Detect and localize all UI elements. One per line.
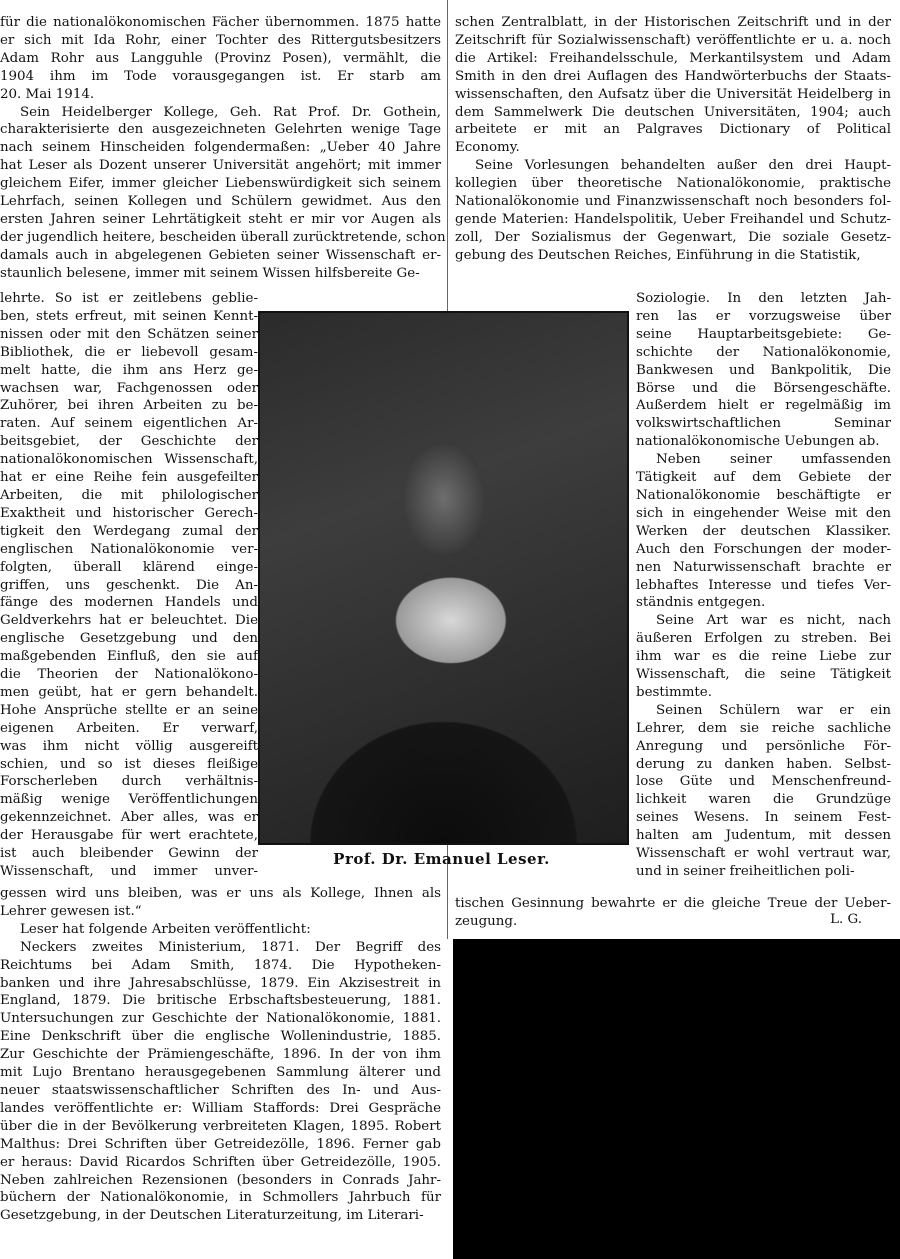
text-line: hat Leser als Dozent unserer Universität angehört; mit immer bbox=[0, 158, 441, 174]
text-line: ben, stets erfreut, mit seinen Kennt- bbox=[0, 308, 258, 324]
text-line: gebung des Deutschen Reiches, Einführung in die Statistik, bbox=[455, 247, 861, 263]
text-line: lichkeit waren die Grundzüge bbox=[636, 792, 891, 808]
text-line: Sein Heidelberger Kollege, Geh. Rat Prof. Dr. Gothein, bbox=[20, 104, 441, 120]
text-line: gekennzeichnet. Aber alles, was er bbox=[0, 810, 258, 826]
text-line: Zur Geschichte der Prämiengeschäfte, 1896. In der von ihm bbox=[0, 1047, 441, 1063]
text-line: melt hatte, die ihm ans Herz ge- bbox=[0, 362, 258, 378]
left-column-top bbox=[0, 14, 446, 283]
text-line: halten am Judentum, mit dessen bbox=[636, 828, 891, 844]
text-line: maßgebenden Einfluß, den sie auf bbox=[0, 649, 258, 665]
text-line: beitsgebiet, der Geschichte der bbox=[0, 434, 258, 450]
text-line: er sich mit Ida Rohr, einer Tochter des Rittergutsbesitzers bbox=[0, 32, 441, 48]
author-signature: L. G. bbox=[830, 912, 862, 927]
text-line: Bankwesen und Bankpolitik, Die bbox=[636, 362, 891, 378]
text-line: Reichtums bei Adam Smith, 1874. Die Hypotheken- bbox=[0, 957, 441, 973]
text-line: ist auch bleibender Gewinn der bbox=[0, 846, 258, 862]
text-line: Außerdem hielt er regelmäßig im bbox=[636, 398, 891, 414]
text-line: gende Materien: Handelspolitik, Ueber Freihandel und Schutz- bbox=[455, 211, 891, 227]
text-line: Nationalökonomie beschäftigte er bbox=[636, 487, 891, 503]
text-line: Eine Denkschrift über die englische Wollenindustrie, 1885. bbox=[0, 1029, 441, 1045]
text-line: England, 1879. Die britische Erbschaftsbesteuerung, 1881. bbox=[0, 993, 441, 1009]
text-line: hat er eine Reihe fein ausgefeilter bbox=[0, 470, 258, 486]
text-line: Wissenschaft, und immer unver- bbox=[0, 864, 258, 879]
text-line: und in seiner freiheitlichen poli- bbox=[636, 864, 855, 879]
text-line: mit Lujo Brentano herausgegebenen Sammlung älterer und bbox=[0, 1065, 441, 1081]
text-line: Nationalökonomie und Finanzwissenschaft noch besonders fol- bbox=[455, 194, 891, 210]
text-line: über die in der Bevölkerung verbreiteten Klagen, 1895. Robert bbox=[0, 1118, 441, 1134]
text-line: lose Güte und Menschenfreund- bbox=[636, 774, 891, 790]
text-line: er heraus: David Ricardos Schriften über Getreidezölle, 1905. bbox=[0, 1154, 441, 1170]
text-line: Soziologie. In den letzten Jah- bbox=[636, 291, 891, 306]
text-line: arbeitete er mit an Palgraves Dictionary of Political bbox=[455, 122, 891, 138]
text-line: Wissenschaft er wohl vertraut war, bbox=[636, 846, 891, 862]
text-line: Seine Art war es nicht, nach bbox=[656, 613, 891, 629]
text-line: gleichem Eifer, immer gleicher Liebenswürdigkeit sich seinem bbox=[0, 176, 441, 192]
text-line: landes veröffentlichte er: William Staffords: Drei Gespräche bbox=[0, 1100, 441, 1116]
text-line: tigkeit den Werdegang zumal der bbox=[0, 523, 258, 539]
text-line: zeugung. bbox=[455, 913, 518, 929]
text-line: volkswirtschaftlichen Seminar bbox=[636, 416, 891, 432]
text-line: Arbeiten, die mit philologischer bbox=[0, 487, 258, 503]
text-line: staunlich belesene, immer mit seinem Wissen hilfsbereite Ge- bbox=[0, 265, 420, 281]
text-line: Werken der deutschen Klassiker. bbox=[636, 523, 891, 539]
text-line: Bibliothek, die er liebevoll gesam- bbox=[0, 344, 258, 360]
text-line: was ihm nicht völlig ausgereift bbox=[0, 738, 258, 754]
text-line: Zuhörer, bei ihren Arbeiten zu be- bbox=[0, 398, 258, 414]
text-line: Geldverkehrs hat er beleuchtet. Die bbox=[0, 613, 258, 629]
text-line: men geübt, hat er gern behandelt. bbox=[0, 684, 258, 700]
text-line: dem Sammelwerk Die deutschen Universitäten, 1904; auch bbox=[455, 104, 891, 120]
text-line: nen Naturwissenschaft brachte er bbox=[636, 559, 891, 575]
text-line: eigenen Arbeiten. Er verwarf, bbox=[0, 720, 258, 736]
text-line: büchern der Nationalökonomie, in Schmollers Jahrbuch für bbox=[0, 1190, 441, 1206]
text-line: sich in eingehender Weise mit den bbox=[636, 505, 891, 521]
text-line: nationalökonomischen Wissenschaft, bbox=[0, 452, 258, 468]
text-line: Neben zahlreichen Rezensionen (besonders in Conrads Jahr- bbox=[0, 1172, 441, 1188]
text-line: Gesetzgebung, in der Deutschen Literaturzeitung, im Literari- bbox=[0, 1208, 424, 1224]
text-line: charakterisierte den ausgezeichneten Gelehrten wenige Tage bbox=[0, 122, 441, 138]
portrait-photo bbox=[258, 311, 629, 845]
text-line: seine Hauptarbeitsgebiete: Ge- bbox=[636, 326, 891, 342]
text-line: schen Zentralblatt, in der Historischen Zeitschrift und in der bbox=[455, 15, 891, 30]
text-line: Exaktheit und historischer Gerech- bbox=[0, 505, 258, 521]
text-line: Wissenschaft, die seine Tätigkeit bbox=[636, 667, 891, 683]
text-line: Neben seiner umfassenden bbox=[656, 452, 891, 468]
text-line: raten. Auf seinem eigentlichen Ar- bbox=[0, 416, 258, 432]
text-line: wissenschaften, den Aufsatz über die Universität Heidelberg in bbox=[455, 86, 891, 102]
text-line: Tätigkeit auf dem Gebiete der bbox=[636, 470, 891, 486]
text-line: der jugendlich heitere, bescheiden überall zurücktretende, schon bbox=[0, 229, 446, 245]
left-column-bottom bbox=[0, 885, 441, 1225]
text-line: für die nationalökonomischen Fächer übernommen. 1875 hatte bbox=[0, 15, 441, 30]
text-line: 20. Mai 1914. bbox=[0, 86, 95, 102]
left-column-wrap bbox=[0, 290, 258, 881]
text-line: Seine Vorlesungen behandelten außer den drei Haupt- bbox=[475, 158, 891, 174]
text-line: schichte der Nationalökonomie, bbox=[636, 344, 891, 360]
text-line: englischen Nationalökonomie ver- bbox=[0, 541, 258, 557]
text-line: ihm war es die reine Liebe zur bbox=[636, 649, 891, 665]
text-line: mäßig wenige Veröffentlichungen bbox=[0, 792, 258, 808]
text-line: kollegien über theoretische Nationalökonomie, praktische bbox=[455, 176, 891, 192]
text-line: die Theorien der Nationalökono- bbox=[0, 667, 258, 683]
text-line: schien, und so ist dieses fleißige bbox=[0, 756, 258, 772]
text-line: englische Gesetzgebung und den bbox=[0, 631, 258, 647]
text-line: Malthus: Drei Schriften über Getreidezölle, 1896. Ferner gab bbox=[0, 1136, 441, 1152]
text-line: lehrte. So ist er zeitlebens geblie- bbox=[0, 291, 258, 306]
text-line: ständnis entgegen. bbox=[636, 595, 766, 611]
text-line: Börse und die Börsengeschäfte. bbox=[636, 380, 891, 396]
text-line: zoll, Der Sozialismus der Gegenwart, Die soziale Gesetz- bbox=[455, 229, 891, 245]
text-line: damals auch in abgelegenen Gebieten seiner Wissenschaft er- bbox=[0, 247, 441, 263]
text-line: seines Wesens. In seinem Fest- bbox=[636, 810, 891, 826]
photo-caption: Prof. Dr. Emanuel Leser. bbox=[333, 850, 550, 868]
text-line: Untersuchungen zur Geschichte der Nationalökonomie, 1881. bbox=[0, 1011, 441, 1027]
text-line: fänge des modernen Handels und bbox=[0, 595, 258, 611]
text-line: die Artikel: Freihandelsschule, Merkantilsystem und Adam bbox=[455, 50, 891, 66]
text-line: der Herausgabe für wert erachtete, bbox=[0, 828, 258, 844]
text-line: Lehrfach, seinen Kollegen und Schülern gewidmet. Aus den bbox=[0, 194, 441, 210]
text-line: tischen Gesinnung bewahrte er die gleiche Treue der Ueber- bbox=[455, 896, 891, 911]
text-line: Lehrer, dem sie reiche sachliche bbox=[636, 720, 891, 736]
text-line: lebhaftes Interesse und tiefes Ver- bbox=[636, 577, 891, 593]
text-line: nationalökonomische Uebungen ab. bbox=[636, 434, 880, 450]
text-line: Anregung und persönliche För- bbox=[636, 738, 891, 754]
text-line: Seinen Schülern war er ein bbox=[656, 702, 891, 718]
text-line: wachsen war, Fachgenossen oder bbox=[0, 380, 258, 396]
text-line: ren las er vorzugsweise über bbox=[636, 308, 891, 324]
text-line: Economy. bbox=[455, 140, 520, 156]
right-column-top bbox=[455, 14, 891, 265]
text-line: derung zu danken haben. Selbst- bbox=[636, 756, 891, 772]
text-line: Adam Rohr aus Langguhle (Provinz Posen), vermählt, die bbox=[0, 50, 441, 66]
text-line: 1904 ihm im Tode vorausgegangen ist. Er starb am bbox=[0, 68, 441, 84]
text-line: Neckers zweites Ministerium, 1871. Der Begriff des bbox=[20, 939, 441, 955]
text-line: Forscherleben durch verhältnis- bbox=[0, 774, 258, 790]
right-column-bottom bbox=[455, 895, 891, 931]
text-line: Zeitschrift für Sozialwissenschaft) veröffentlichte er u. a. noch bbox=[455, 32, 891, 48]
redacted-area bbox=[453, 939, 900, 1259]
text-line: bestimmte. bbox=[636, 684, 712, 700]
text-line: folgten, überall klärend einge- bbox=[0, 559, 258, 575]
text-line: Lehrer gewesen ist.“ bbox=[0, 903, 142, 919]
text-line: gessen wird uns bleiben, was er uns als Kollege, Ihnen als bbox=[0, 886, 441, 901]
text-line: banken und ihre Jahresabschlüsse, 1879. Ein Akzisestreit in bbox=[0, 975, 441, 991]
text-line: neuer staatswissenschaftlicher Schriften des In- und Aus- bbox=[0, 1082, 441, 1098]
text-line: Smith in den drei Auflagen des Handwörterbuchs der Staats- bbox=[455, 68, 891, 84]
text-line: griffen, uns geschenkt. Die An- bbox=[0, 577, 258, 593]
text-line: Leser hat folgende Arbeiten veröffentlicht: bbox=[20, 921, 311, 937]
text-line: ersten Jahren seiner Lehrtätigkeit steht er mir vor Augen als bbox=[0, 211, 441, 227]
text-line: Auch den Forschungen der moder- bbox=[636, 541, 891, 557]
text-line: nissen oder mit den Schätzen seiner bbox=[0, 326, 258, 342]
text-line: nach seinem Hinscheiden folgendermaßen: „Ueber 40 Jahre bbox=[0, 140, 441, 156]
text-line: äußeren Erfolgen zu streben. Bei bbox=[636, 631, 891, 647]
text-line: Hohe Ansprüche stellte er an seine bbox=[0, 702, 258, 718]
right-column-wrap bbox=[636, 290, 891, 881]
